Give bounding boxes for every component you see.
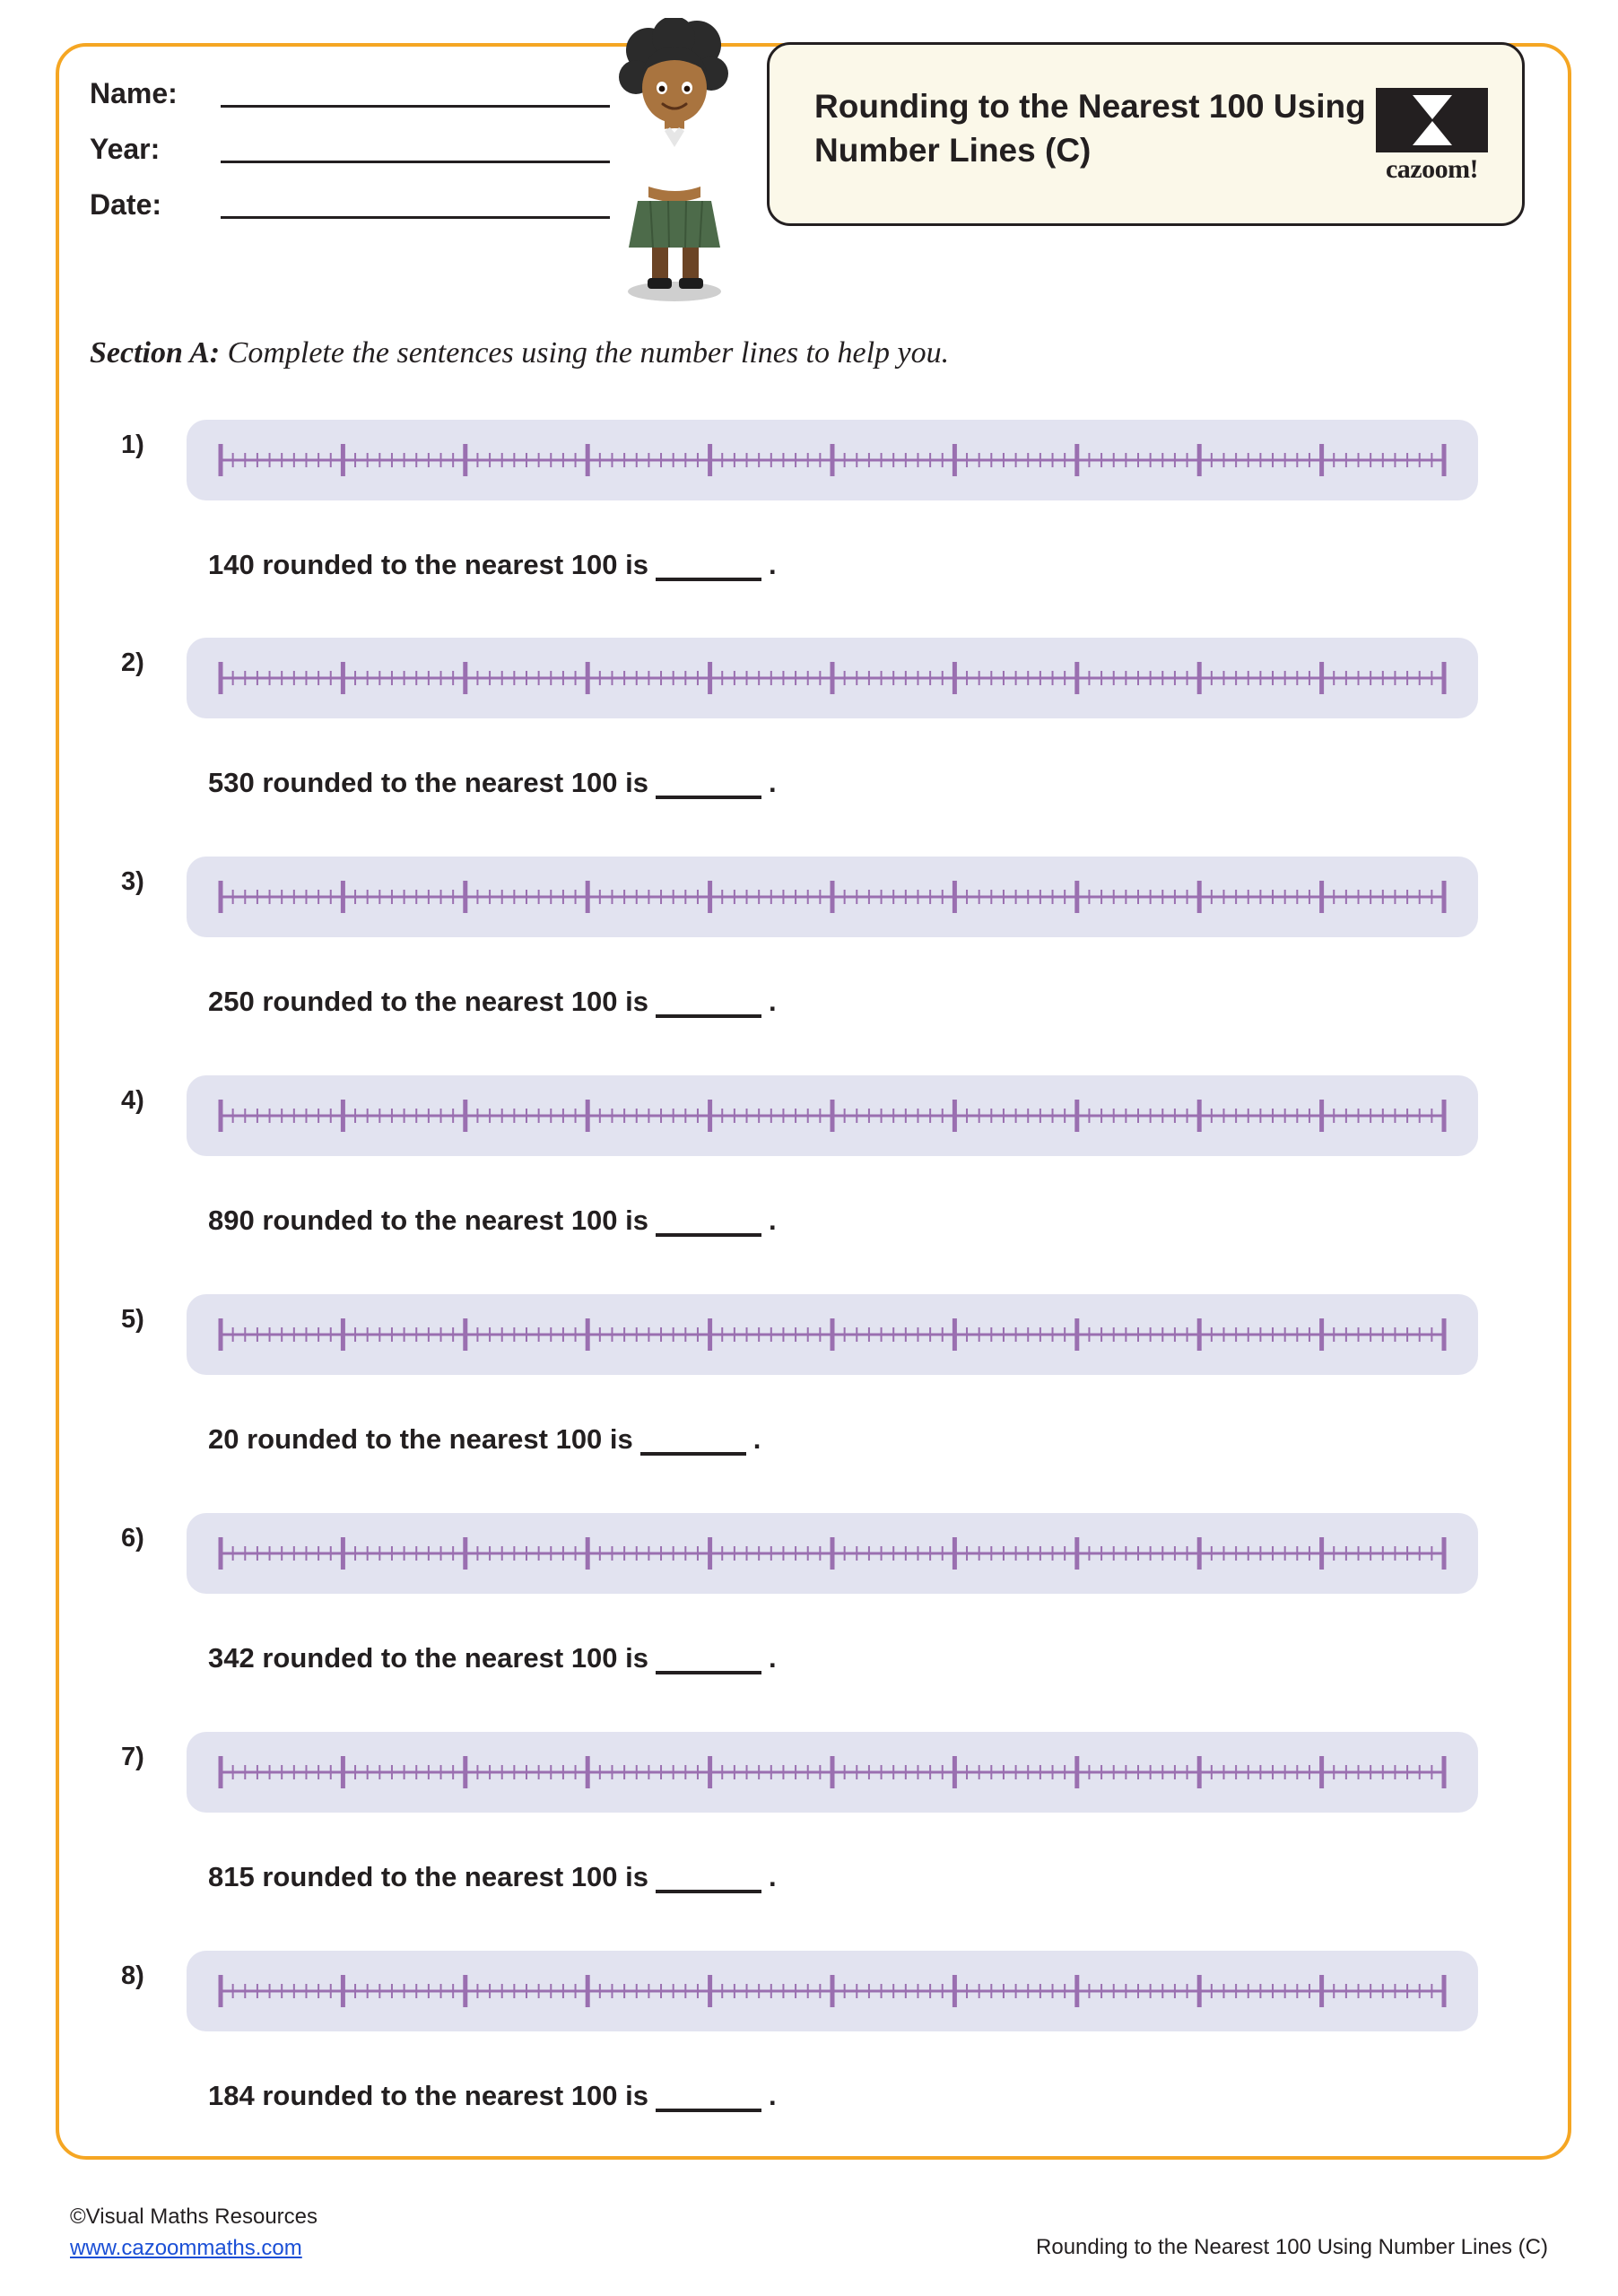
question-number: 1) — [121, 430, 144, 459]
section-a-heading — [90, 336, 949, 370]
copyright-text: ©Visual Maths Resources — [70, 2205, 318, 2229]
student-mascot-illustration — [596, 18, 753, 305]
answer-blank[interactable] — [656, 1210, 761, 1237]
name-input-line[interactable] — [221, 78, 610, 108]
sentence-prompt: 530 rounded to the nearest 100 is — [208, 767, 649, 798]
question-number: 5) — [121, 1305, 144, 1334]
question-sentence — [208, 986, 777, 1018]
worksheet-title: Rounding to the Nearest 100 Using Number Lines (C) — [814, 88, 1366, 169]
number-line-graphic — [187, 638, 1478, 718]
number-line-graphic — [187, 420, 1478, 500]
answer-blank[interactable] — [656, 991, 761, 1018]
sentence-period: . — [769, 549, 777, 580]
number-line-panel — [187, 857, 1478, 937]
sentence-period: . — [769, 1205, 777, 1236]
footer-left — [70, 2202, 318, 2265]
sentence-period: . — [769, 986, 777, 1017]
question-number: 4) — [121, 1086, 144, 1115]
question-number: 2) — [121, 648, 144, 677]
number-line-graphic — [187, 1075, 1478, 1156]
number-line-graphic — [187, 1513, 1478, 1594]
brand-name: cazoom! — [1385, 154, 1479, 184]
website-link[interactable]: www.cazoommaths.com — [70, 2235, 302, 2260]
question-sentence — [208, 1423, 761, 1456]
question-sentence — [208, 1642, 777, 1674]
sentence-prompt: 815 rounded to the nearest 100 is — [208, 1861, 649, 1892]
number-line-panel — [187, 1513, 1478, 1594]
sentence-prompt: 890 rounded to the nearest 100 is — [208, 1205, 649, 1236]
sentence-prompt: 140 rounded to the nearest 100 is — [208, 549, 649, 580]
sentence-period: . — [769, 2080, 777, 2111]
question-sentence — [208, 1861, 777, 1893]
question-number: 6) — [121, 1524, 144, 1552]
question-number: 8) — [121, 1961, 144, 1990]
question-number: 7) — [121, 1743, 144, 1771]
worksheet-title-box — [767, 42, 1525, 226]
question-number: 3) — [121, 867, 144, 896]
year-label: Year: — [90, 133, 161, 165]
sentence-prompt: 250 rounded to the nearest 100 is — [208, 986, 649, 1017]
year-input-line[interactable] — [221, 134, 610, 163]
sentence-prompt: 20 rounded to the nearest 100 is — [208, 1423, 633, 1455]
number-line-graphic — [187, 1951, 1478, 2031]
question-sentence — [208, 2080, 777, 2112]
number-line-panel — [187, 1732, 1478, 1813]
footer-title-repeat: Rounding to the Nearest 100 Using Number Lines (C) — [1036, 2235, 1548, 2259]
sentence-period: . — [769, 1642, 777, 1674]
name-label: Name: — [90, 77, 178, 109]
number-line-panel — [187, 1951, 1478, 2031]
answer-blank[interactable] — [656, 1866, 761, 1893]
number-line-panel — [187, 1294, 1478, 1375]
sentence-period: . — [769, 767, 777, 798]
question-sentence — [208, 1205, 777, 1237]
number-line-panel — [187, 638, 1478, 718]
worksheet-header — [0, 0, 1618, 269]
sentence-prompt: 184 rounded to the nearest 100 is — [208, 2080, 649, 2111]
sentence-period: . — [752, 1423, 761, 1455]
hourglass-icon — [1376, 88, 1488, 152]
date-input-line[interactable] — [221, 189, 610, 219]
cazoom-logo — [1376, 88, 1488, 185]
sentence-prompt: 342 rounded to the nearest 100 is — [208, 1642, 649, 1674]
number-line-panel — [187, 420, 1478, 500]
number-line-graphic — [187, 857, 1478, 937]
year-field-row — [90, 108, 610, 163]
answer-blank[interactable] — [656, 554, 761, 581]
date-field-row — [90, 163, 610, 219]
question-sentence — [208, 549, 777, 581]
section-instruction: Complete the sentences using the number lines to help you. — [227, 336, 950, 370]
answer-blank[interactable] — [656, 1648, 761, 1674]
number-line-panel — [187, 1075, 1478, 1156]
number-line-graphic — [187, 1732, 1478, 1813]
number-line-graphic — [187, 1294, 1478, 1375]
name-field-row — [90, 52, 610, 108]
sentence-period: . — [769, 1861, 777, 1892]
student-info-block — [90, 52, 610, 219]
section-label: Section A: — [90, 336, 221, 370]
date-label: Date: — [90, 188, 162, 221]
answer-blank[interactable] — [656, 772, 761, 799]
answer-blank[interactable] — [640, 1429, 746, 1456]
answer-blank[interactable] — [656, 2085, 761, 2112]
question-sentence — [208, 767, 777, 799]
